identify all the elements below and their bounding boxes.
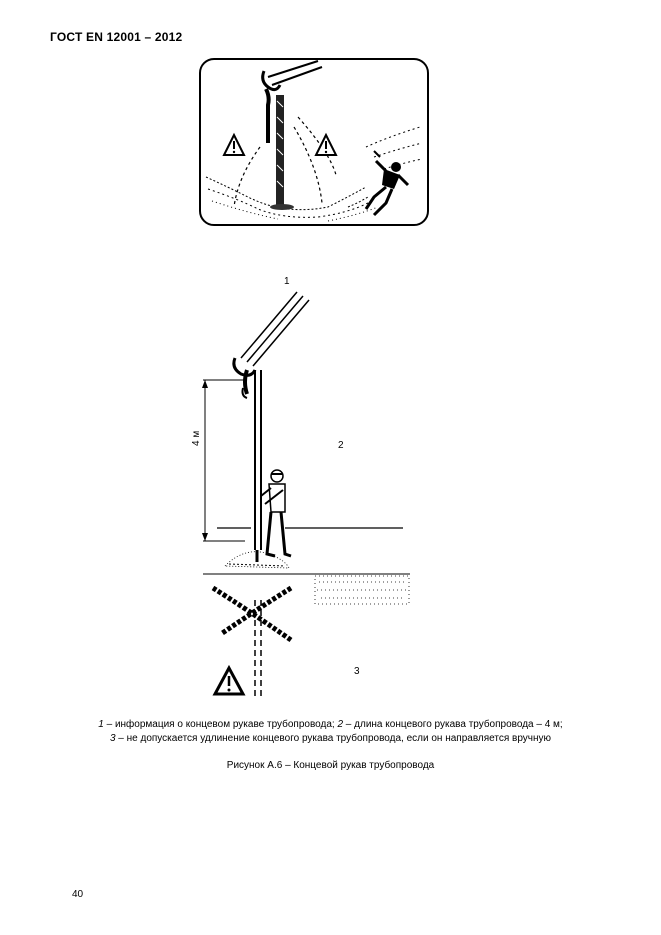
falling-person-figure <box>366 151 408 215</box>
warning-triangle-icon <box>224 135 244 155</box>
figure-legend-line-2 <box>0 732 661 746</box>
dimension-label: 4 м <box>191 430 202 446</box>
warning-triangle-icon <box>215 668 243 694</box>
legend-text-2: – длина концевого рукава трубопровода – 4 м; <box>343 719 563 730</box>
callout-1: 1 <box>284 276 290 287</box>
legend-text-1: – информация о концевом рукаве трубопровода; <box>103 719 338 730</box>
legend-number-2: 2 <box>337 719 344 730</box>
legend-number-1: 1 <box>98 719 104 730</box>
callout-3: 3 <box>354 666 360 677</box>
page-number: 40 <box>72 889 84 900</box>
figure-legend-line-1 <box>0 718 661 732</box>
operator-figure <box>261 470 291 556</box>
callout-2: 2 <box>338 440 344 451</box>
falling-person-illustration <box>198 57 430 227</box>
figure-title: Рисунок А.6 – Концевой рукав трубопровода <box>226 760 435 771</box>
legend-number-3: 3 <box>109 733 116 744</box>
end-hose-diagram <box>185 270 425 710</box>
legend-text-3: – не допускается удлинение концевого рукава трубопровода, если он направляется вручную <box>115 733 552 744</box>
warning-triangle-icon <box>316 135 336 155</box>
document-header: ГОСТ EN 12001 – 2012 <box>50 30 183 44</box>
